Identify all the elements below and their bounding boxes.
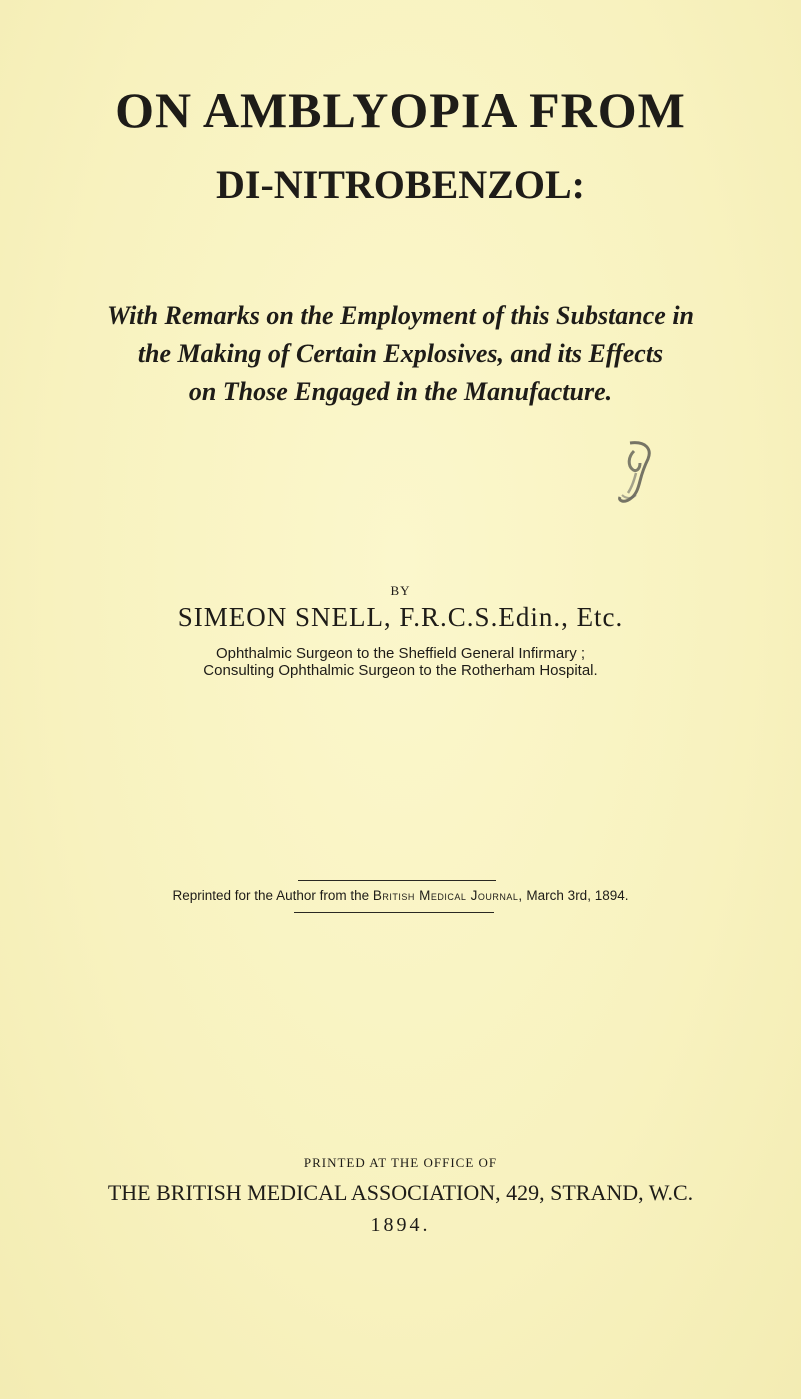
subtitle-line-2: the Making of Certain Explosives, and its Effects (137, 339, 664, 368)
reprint-prefix: Reprinted for the Author from the (172, 888, 370, 903)
affiliation-line-2: Consulting Ophthalmic Surgeon to the Rotherham Hospital. (203, 662, 598, 679)
library-stamp-mark (600, 437, 664, 509)
affiliation-line-1: Ophthalmic Surgeon to the Sheffield General Infirmary ; (215, 645, 586, 662)
title-line-1: ON AMBLYOPIA FROM (115, 82, 686, 138)
title-line-2: DI-NITROBENZOL: (216, 162, 585, 207)
divider-top (298, 880, 496, 881)
journal-name: British Medical Journal, (372, 888, 523, 903)
subtitle (0, 297, 801, 411)
reprint-note (0, 887, 801, 905)
reprint-date: March 3rd, 1894. (526, 888, 629, 903)
author-name: SIMEON SNELL, F.R.C.S.Edin., Etc. (177, 602, 624, 632)
author-affiliation (0, 645, 801, 679)
publication-year: 1894. (370, 1214, 431, 1236)
divider-bottom (294, 912, 494, 913)
subtitle-line-1: With Remarks on the Employment of this Substance in (106, 301, 695, 330)
subtitle-line-3: on Those Engaged in the Manufacture. (188, 377, 613, 406)
by-label: BY (390, 583, 411, 598)
publisher-line: THE BRITISH MEDICAL ASSOCIATION, 429, STRAND, W.C. (107, 1180, 694, 1205)
printed-at-label: PRINTED AT THE OFFICE OF (303, 1155, 498, 1170)
